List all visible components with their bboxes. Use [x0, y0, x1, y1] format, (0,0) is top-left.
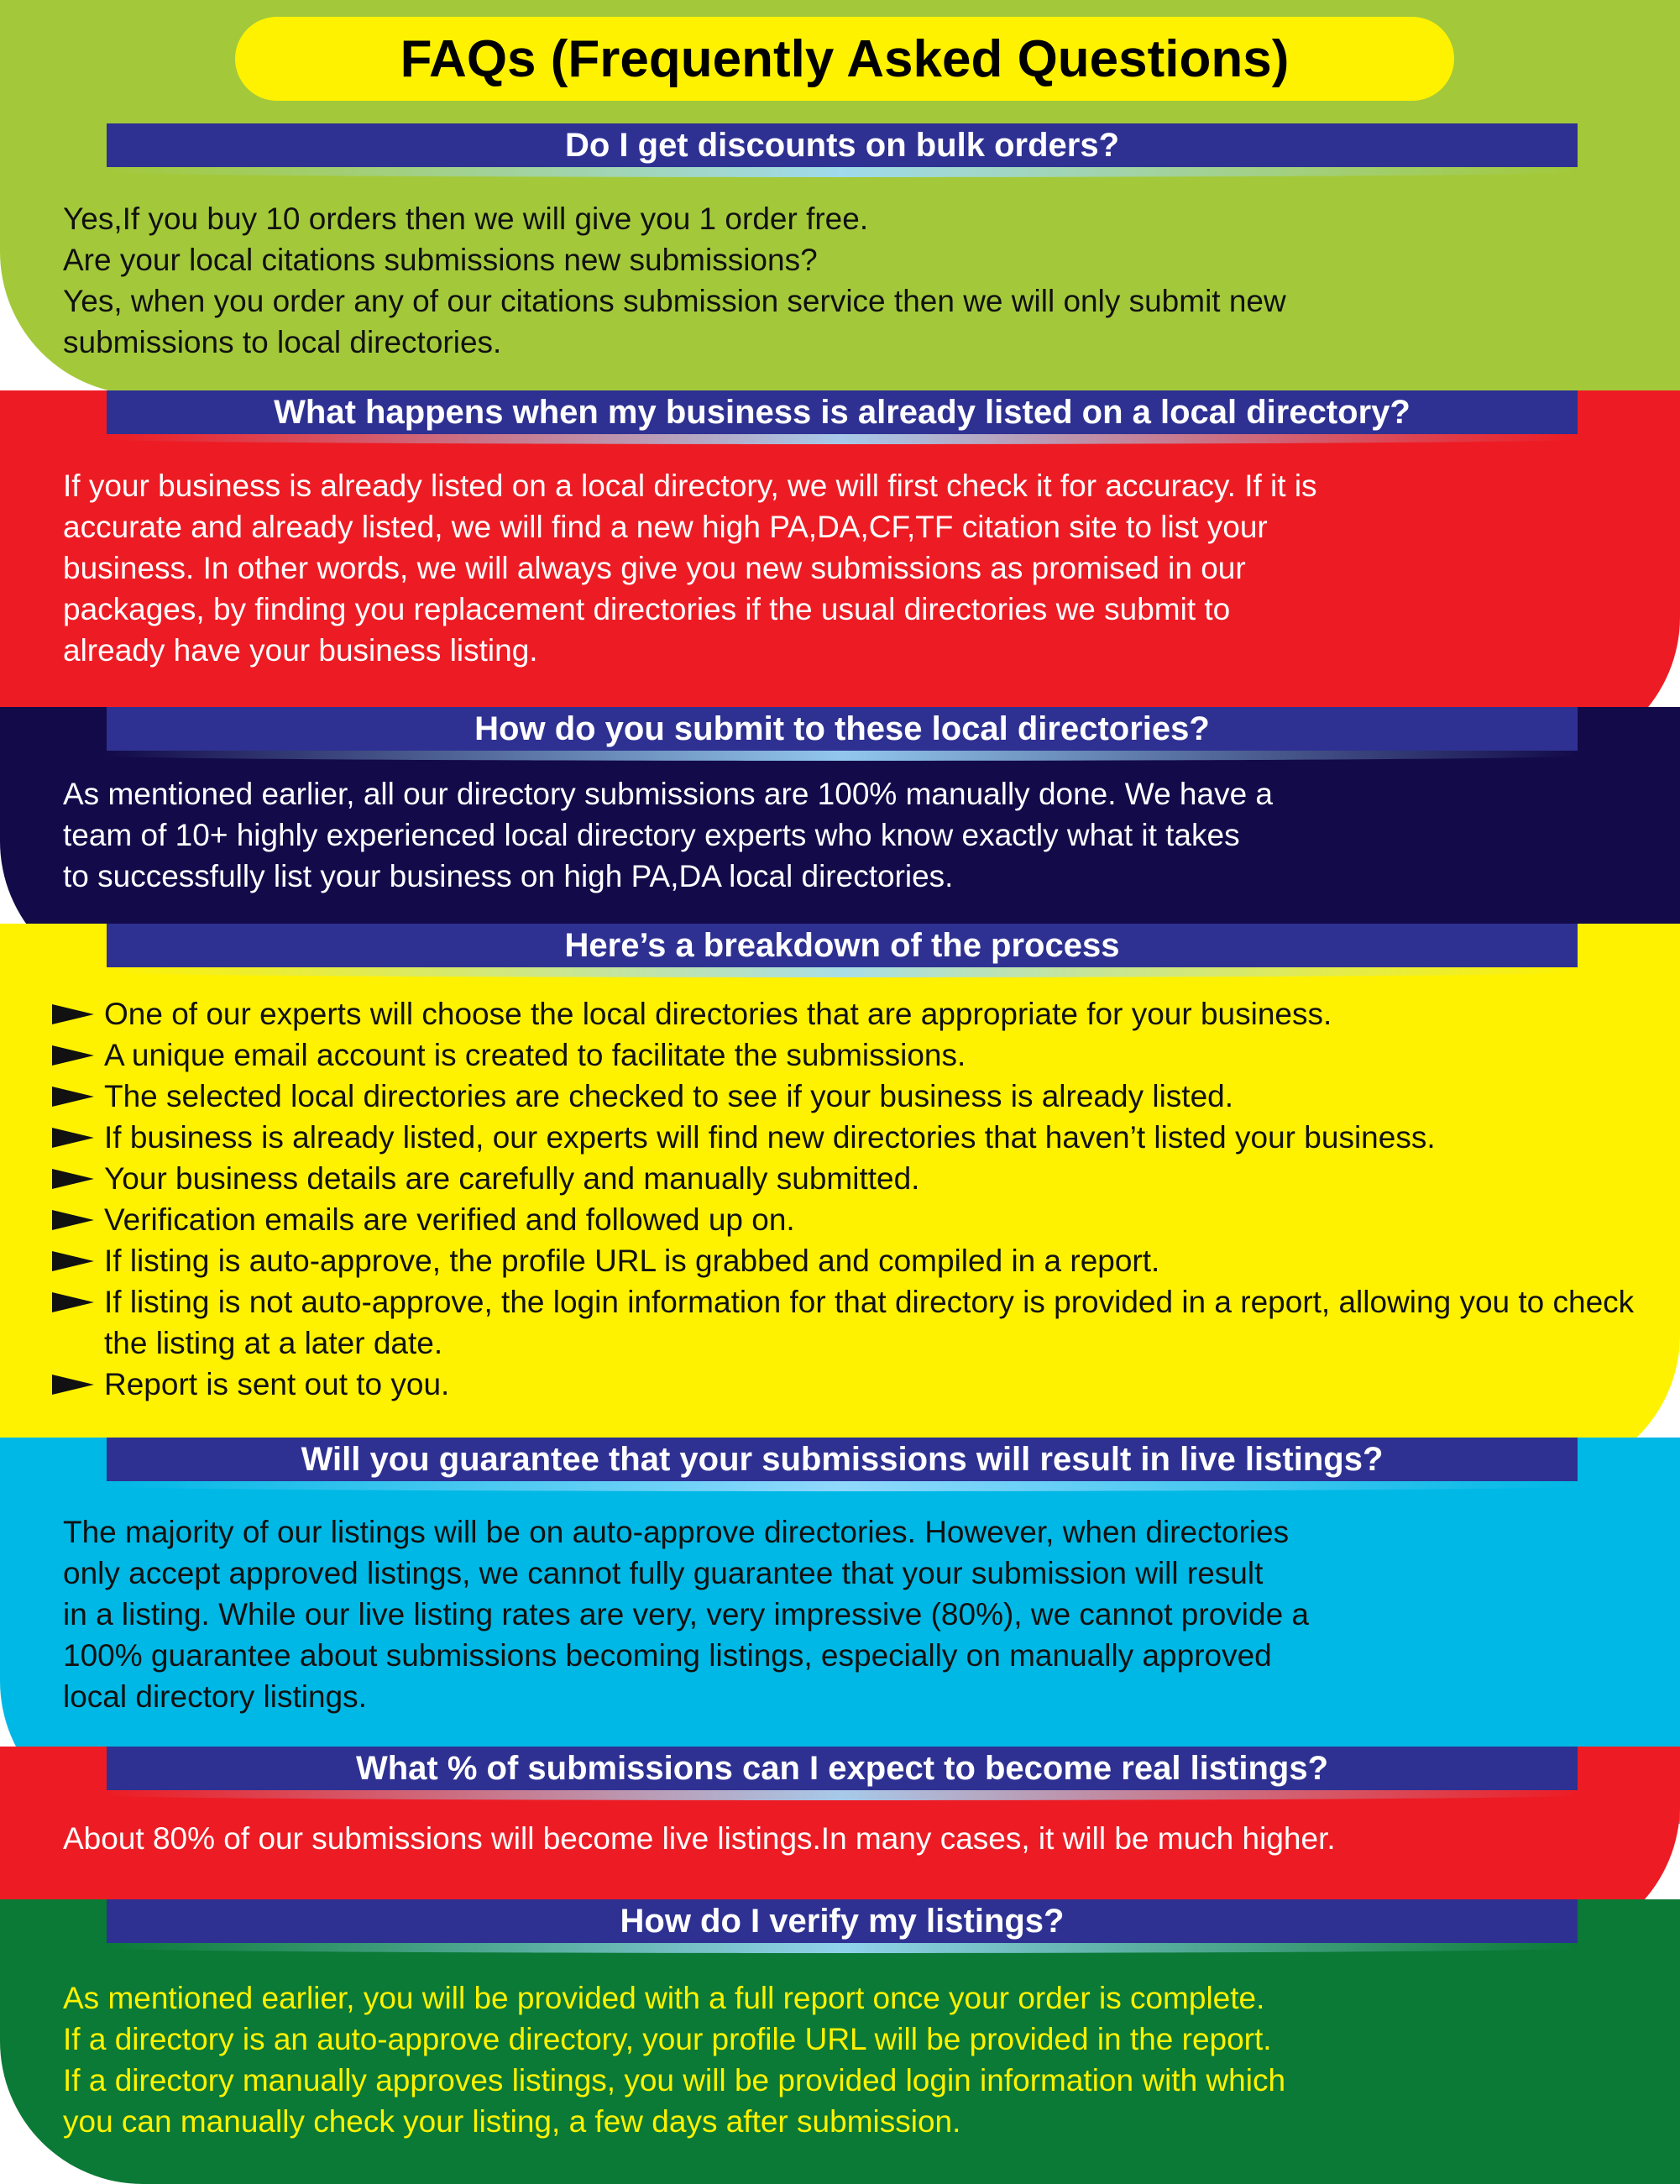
arrow-bullet-icon [52, 1128, 94, 1148]
process-step [52, 1117, 1647, 1158]
answer-percent-listings [63, 1818, 1633, 1859]
answer-line: team of 10+ highly experienced local directory experts who know exactly what it takes [63, 818, 1240, 852]
arrow-bullet-icon [52, 1045, 94, 1066]
arrow-bullet-icon [52, 1210, 94, 1230]
step-text: A unique email account is created to facilitate the submissions. [104, 1038, 966, 1072]
arrow-bullet-icon [52, 1004, 94, 1024]
answer-line: Yes,If you buy 10 orders then we will give you 1 order free. [63, 202, 869, 236]
answer-line: to successfully list your business on high PA,DA local directories. [63, 859, 954, 893]
question-percent-listings: What % of submissions can I expect to become real listings? [107, 1747, 1578, 1790]
answer-line: only accept approved listings, we cannot fully guarantee that your submission will result [63, 1556, 1264, 1590]
step-text: If business is already listed, our experts will find new directories that haven’t listed your business. [104, 1120, 1436, 1155]
step-text: Your business details are carefully and manually submitted. [104, 1161, 920, 1196]
answer-line: you can manually check your listing, a few days after submission. [63, 2104, 961, 2139]
step-text: If listing is auto-approve, the profile URL is grabbed and compiled in a report. [104, 1244, 1160, 1278]
answer-line: business. In other words, we will always give you new submissions as promised in our [63, 551, 1246, 585]
answer-line: accurate and already listed, we will find a new high PA,DA,CF,TF citation site to list your [63, 510, 1268, 544]
answer-line: local directory listings. [63, 1679, 367, 1714]
answer-verify-listings [63, 1977, 1633, 2142]
answer-line: About 80% of our submissions will become live listings.In many cases, it will be much higher. [63, 1821, 1336, 1856]
page-title: FAQs (Frequently Asked Questions) [235, 17, 1454, 101]
answer-line: in a listing. While our live listing rates are very, very impressive (80%), we cannot provide a [63, 1597, 1310, 1631]
process-step [52, 1158, 1647, 1199]
question-verify-listings: How do I verify my listings? [107, 1899, 1578, 1943]
arrow-bullet-icon [52, 1169, 94, 1189]
question-already-listed: What happens when my business is already listed on a local directory? [107, 390, 1578, 434]
answer-line: If a directory manually approves listings, you will be provided login information with which [63, 2063, 1286, 2098]
answer-already-listed [63, 465, 1633, 671]
arrow-bullet-icon [52, 1375, 94, 1395]
answer-line: Yes, when you order any of our citations submission service then we will only submit new [63, 284, 1286, 318]
question-guarantee: Will you guarantee that your submissions will result in live listings? [107, 1438, 1578, 1481]
answer-line: 100% guarantee about submissions becoming listings, especially on manually approved [63, 1638, 1272, 1673]
process-step [52, 1281, 1647, 1364]
process-step [52, 1199, 1647, 1240]
answer-how-submit [63, 773, 1633, 897]
step-text: Report is sent out to you. [104, 1367, 450, 1401]
process-step [52, 1240, 1647, 1281]
answer-line: Are your local citations submissions new submissions? [63, 243, 818, 277]
answer-line: If a directory is an auto-approve directory, your profile URL will be provided in the report. [63, 2022, 1272, 2056]
process-step [52, 993, 1647, 1034]
question-process-breakdown: Here’s a breakdown of the process [107, 924, 1578, 967]
answer-line: packages, by finding you replacement directories if the usual directories we submit to [63, 592, 1231, 626]
answer-line: already have your business listing. [63, 633, 538, 668]
process-step [52, 1364, 1647, 1405]
answer-line: submissions to local directories. [63, 325, 502, 359]
answer-line: As mentioned earlier, all our directory submissions are 100% manually done. We have a [63, 777, 1274, 811]
question-bulk-discounts: Do I get discounts on bulk orders? [107, 123, 1578, 167]
process-step [52, 1076, 1647, 1117]
answer-line: The majority of our listings will be on auto-approve directories. However, when directories [63, 1515, 1290, 1549]
answer-line: If your business is already listed on a local directory, we will first check it for accuracy. If it is [63, 469, 1317, 503]
step-text: The selected local directories are checked to see if your business is already listed. [104, 1079, 1234, 1113]
step-text: One of our experts will choose the local directories that are appropriate for your business. [104, 997, 1332, 1031]
answer-line: As mentioned earlier, you will be provided with a full report once your order is complete. [63, 1981, 1265, 2015]
question-how-submit: How do you submit to these local directories? [107, 707, 1578, 751]
process-steps-list [52, 993, 1647, 1405]
arrow-bullet-icon [52, 1292, 94, 1312]
answer-guarantee [63, 1511, 1633, 1717]
arrow-bullet-icon [52, 1087, 94, 1107]
step-text: Verification emails are verified and followed up on. [104, 1202, 795, 1237]
answer-bulk-discounts [63, 198, 1633, 363]
arrow-bullet-icon [52, 1251, 94, 1271]
process-step [52, 1034, 1647, 1076]
step-text: If listing is not auto-approve, the login information for that directory is provided in a report, allowing you to check the listing at a later date. [104, 1285, 1635, 1360]
